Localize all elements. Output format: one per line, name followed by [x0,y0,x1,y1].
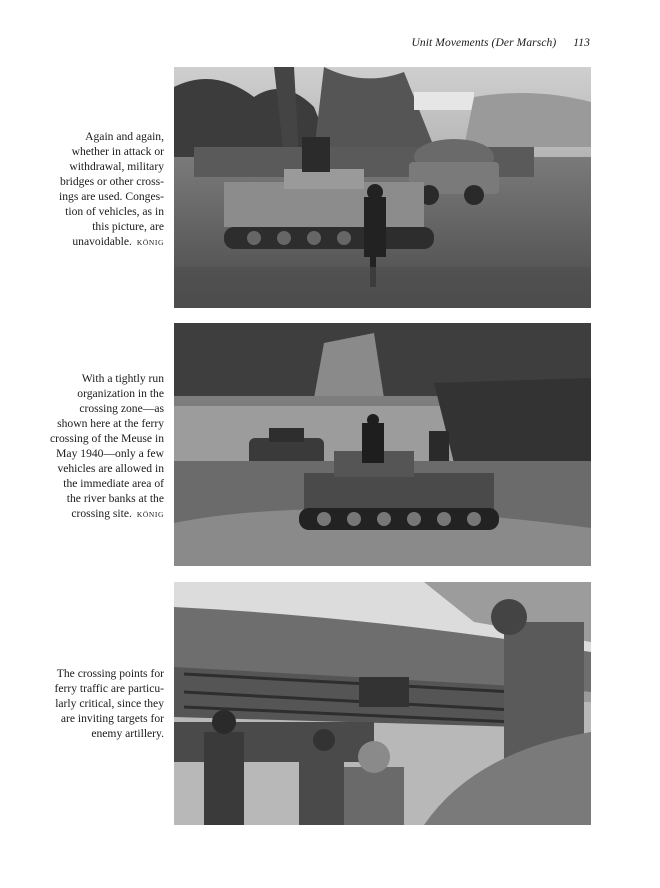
photo-credit: KÖNIG [136,510,164,519]
caption-line: vehicles are allowed in [57,462,164,475]
caption-line: organization in the [77,387,164,400]
caption-line: crossing of the Meuse in [50,432,164,445]
caption-line: this picture, are [92,220,164,233]
caption-line: whether in attack or [71,145,164,158]
caption-line: the river banks at the [66,492,164,505]
caption-vehicle-congestion [40,129,164,250]
caption-line: May 1940—only a few [56,447,164,460]
photo-vehicle-congestion [174,67,591,308]
caption-line: the immediate area of [63,477,164,490]
caption-line: crossing site. [71,507,132,520]
caption-line: are inviting targets for [60,712,164,725]
photo-meuse-ferry-crossing [174,323,591,566]
caption-line: The crossing points for [56,667,164,680]
caption-last-line [40,234,164,250]
caption-line: ferry traffic are particu- [54,682,164,695]
photo-pontoon-crossing [174,582,591,825]
caption-line: tion of vehicles, as in [65,205,164,218]
caption-line: withdrawal, military [69,160,164,173]
caption-line: With a tightly run [81,372,164,385]
caption-meuse-ferry [40,371,164,522]
caption-line: unavoidable. [72,235,132,248]
running-header [411,37,590,49]
caption-line: ings are used. Conges- [59,190,164,203]
caption-line: enemy artillery. [91,727,164,740]
caption-line: shown here at the ferry [57,417,164,430]
caption-line: bridges or other cross- [60,175,164,188]
caption-last-line [40,506,164,522]
caption-line: Again and again, [85,130,164,143]
caption-crossing-points [40,666,164,741]
caption-line: larly critical, since they [55,697,164,710]
running-title: Unit Movements (Der Marsch) [411,37,557,49]
caption-line: crossing zone—as [79,402,164,415]
photo-credit: KÖNIG [136,238,164,247]
page-number: 113 [573,37,590,49]
